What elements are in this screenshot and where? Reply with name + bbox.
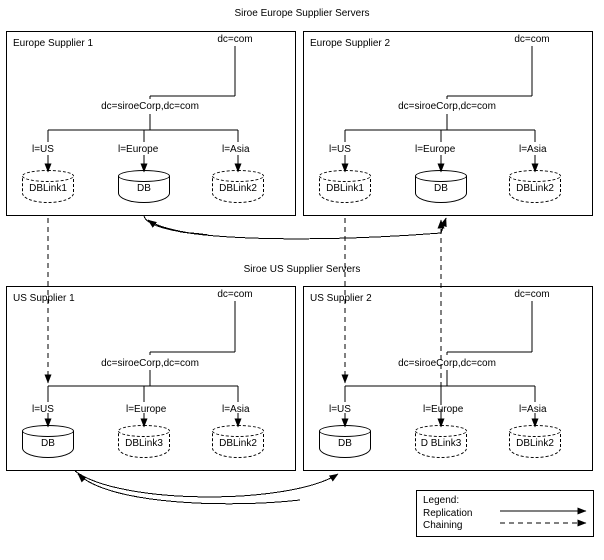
replication-us2-to-us1 [78, 474, 300, 504]
base-dn-europe-supplier-1: dc=siroeCorp,dc=com [101, 101, 199, 112]
branch-label-eu1-europe: l=Europe [118, 144, 159, 155]
root-suffix-us-supplier-1: dc=com [217, 289, 253, 300]
database-label: DBLink2 [516, 183, 554, 194]
root-suffix-us-supplier-2: dc=com [514, 289, 550, 300]
database-label: DB [41, 438, 55, 449]
database-label: DB [434, 183, 448, 194]
replication-europe2-to-europe1 [148, 220, 208, 235]
database-label: DBLink2 [219, 438, 257, 449]
root-suffix-europe-supplier-2: dc=com [514, 34, 550, 45]
base-dn-us-supplier-2: dc=siroeCorp,dc=com [398, 358, 496, 369]
database-label: DBLink1 [29, 183, 67, 194]
panel-title-us-supplier-1: US Supplier 1 [13, 293, 75, 304]
tree-eu1-root [150, 46, 235, 99]
tree-us2-root [447, 301, 532, 355]
legend-item-chaining-label: Chaining [423, 520, 463, 531]
database-label: DBLink1 [326, 183, 364, 194]
branch-label-us1-us: l=US [32, 404, 54, 415]
branch-label-eu2-us: l=US [329, 144, 351, 155]
base-dn-us-supplier-1: dc=siroeCorp,dc=com [101, 358, 199, 369]
branch-label-eu1-asia: l=Asia [222, 144, 250, 155]
branch-label-us1-europe: l=Europe [126, 404, 167, 415]
europe-group-title: Siroe Europe Supplier Servers [234, 8, 370, 19]
replication-europe1-to-europe2 [144, 216, 446, 239]
legend-item-replication-label: Replication [423, 508, 473, 519]
tree-us1-root [150, 301, 235, 355]
database-label: DB [137, 183, 151, 194]
tree-eu2-root [447, 46, 532, 99]
legend-title: Legend: [423, 495, 460, 506]
branch-label-eu2-europe: l=Europe [415, 144, 456, 155]
branch-label-us1-asia: l=Asia [222, 404, 250, 415]
replication-us1-to-us2 [75, 471, 338, 497]
database-label: DBLink2 [219, 183, 257, 194]
branch-label-eu1-us: l=US [32, 144, 54, 155]
database-label: DBLink2 [516, 438, 554, 449]
branch-label-us2-asia: l=Asia [519, 404, 547, 415]
database-label: D BLink3 [420, 438, 462, 449]
branch-label-eu2-asia: l=Asia [519, 144, 547, 155]
panel-title-us-supplier-2: US Supplier 2 [310, 293, 372, 304]
panel-title-europe-supplier-2: Europe Supplier 2 [310, 38, 391, 49]
root-suffix-europe-supplier-1: dc=com [217, 34, 253, 45]
database-label: DB [338, 438, 352, 449]
us-group-title: Siroe US Supplier Servers [243, 264, 361, 275]
database-label: DBLink3 [125, 438, 163, 449]
branch-label-us2-europe: l=Europe [423, 404, 464, 415]
panel-title-europe-supplier-1: Europe Supplier 1 [13, 38, 94, 49]
base-dn-europe-supplier-2: dc=siroeCorp,dc=com [398, 101, 496, 112]
branch-label-us2-us: l=US [329, 404, 351, 415]
